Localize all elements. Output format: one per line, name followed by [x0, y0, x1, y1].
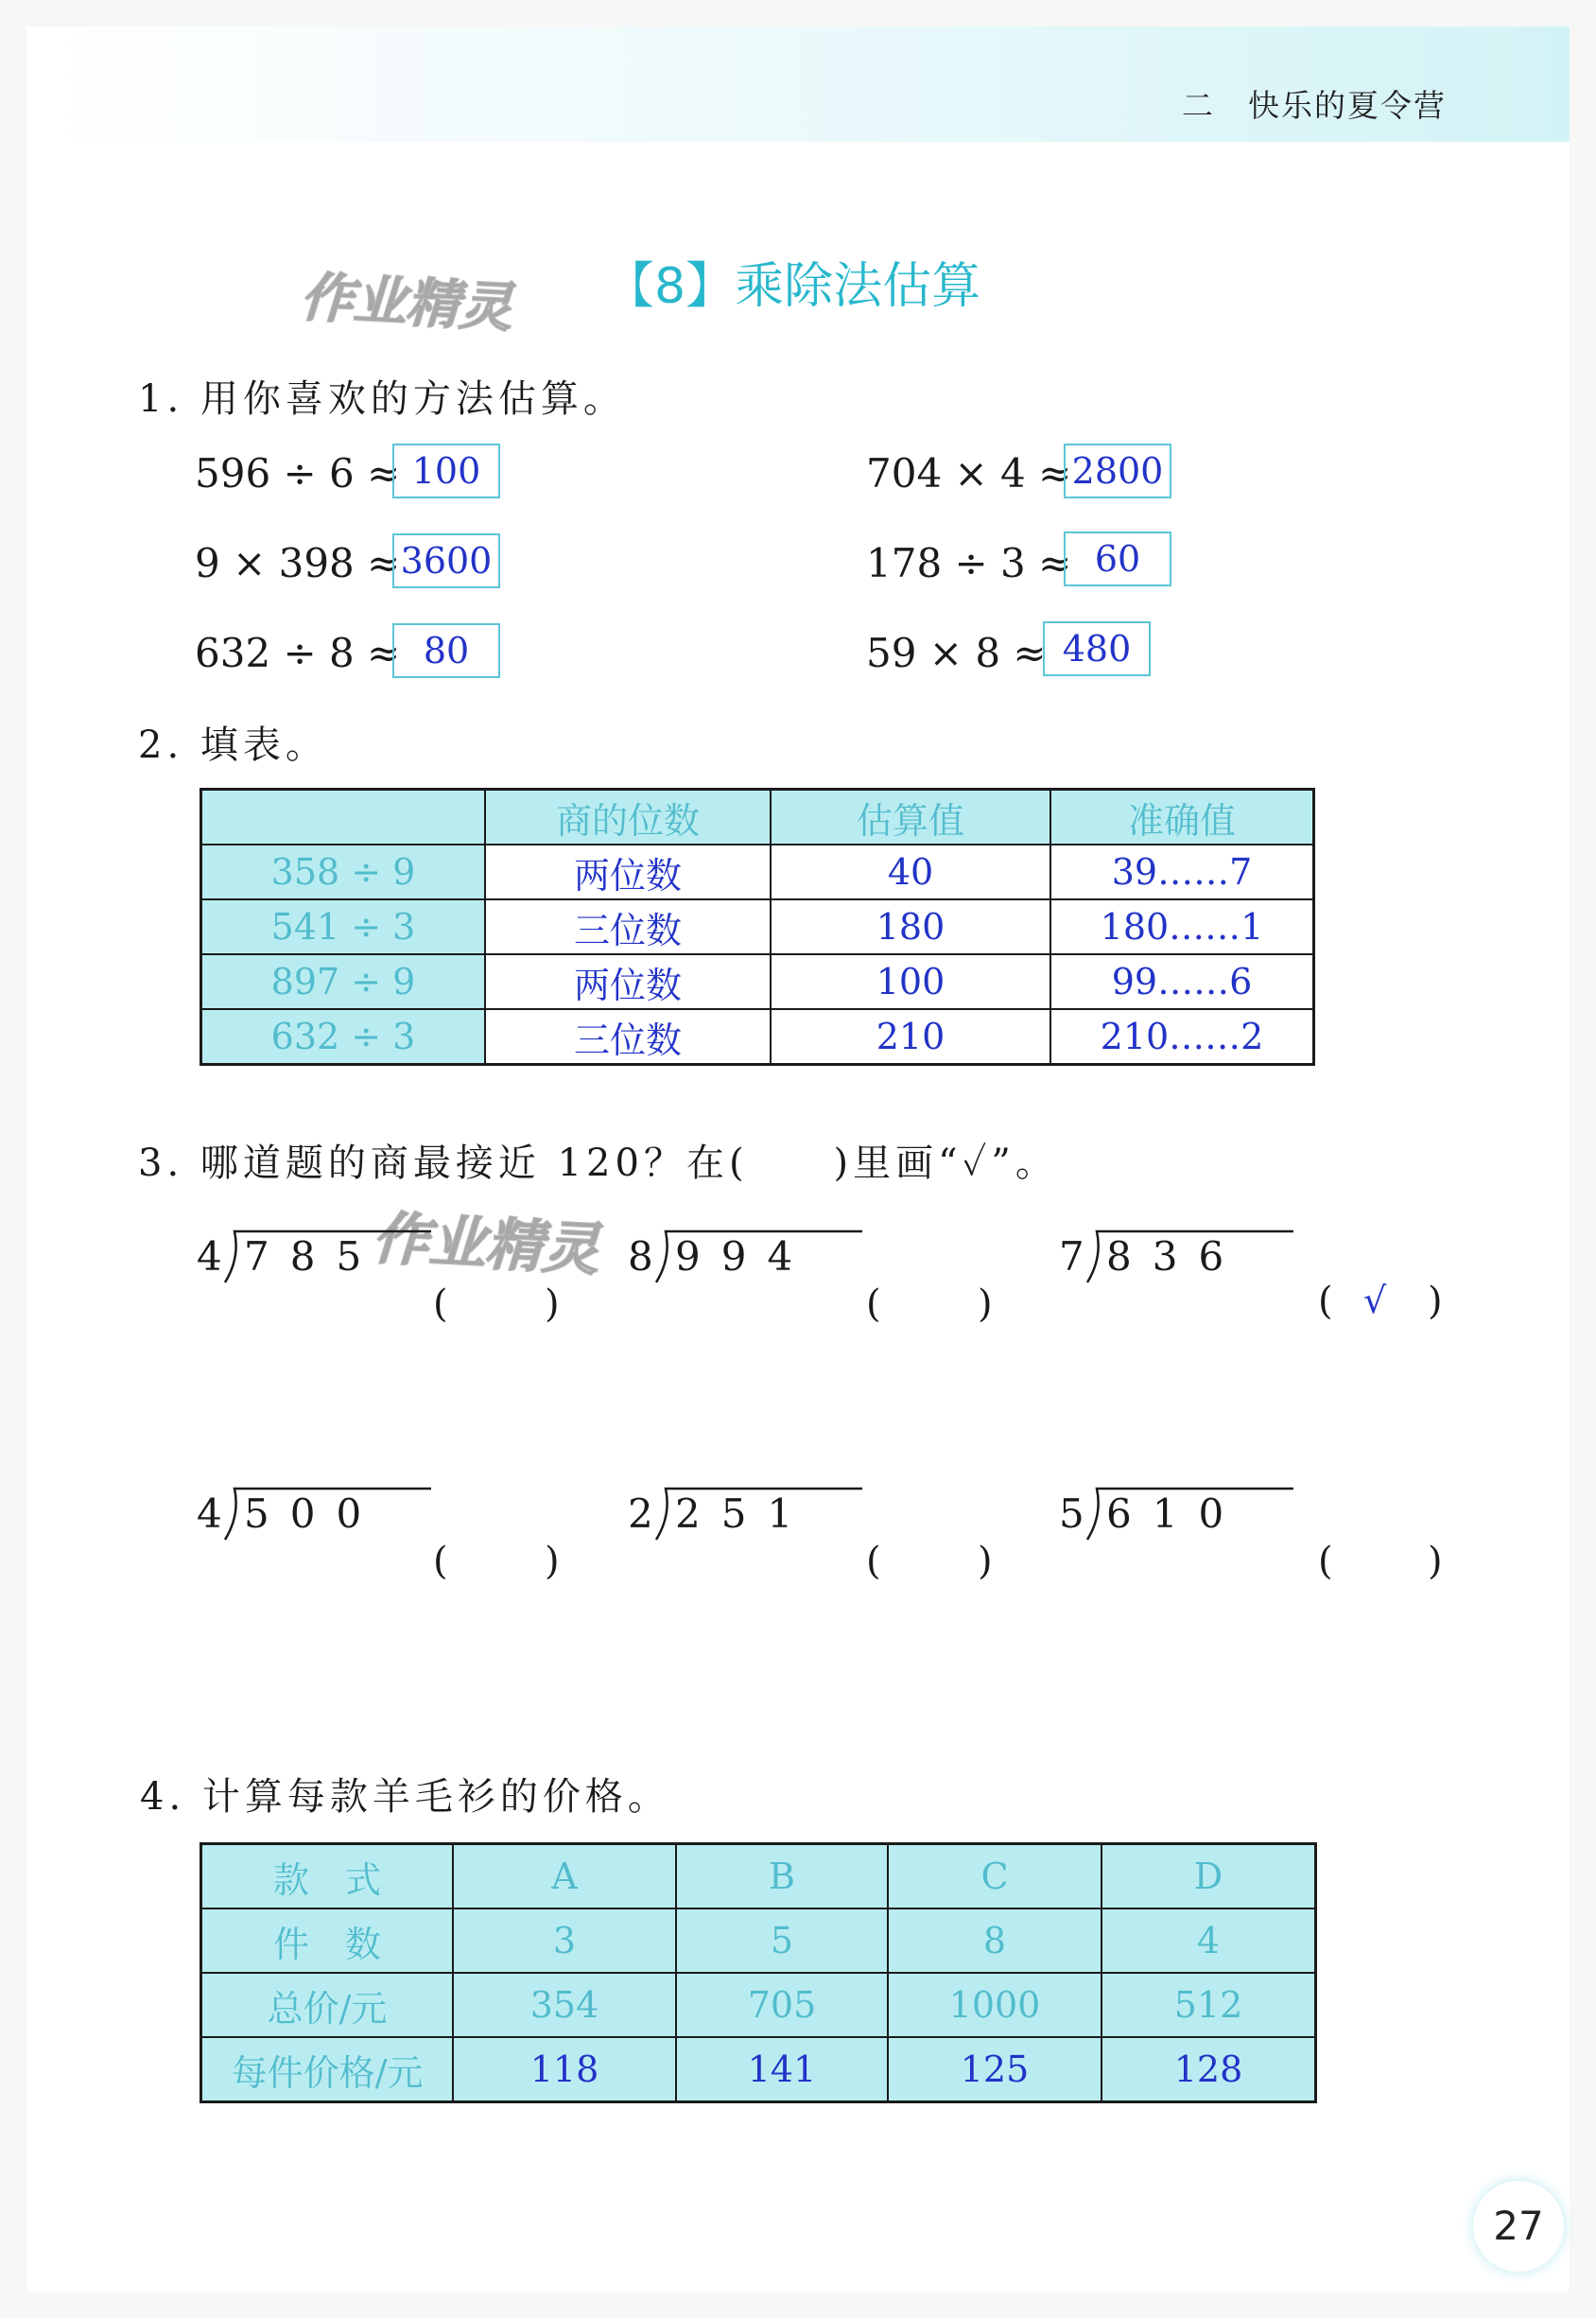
table-header-cell: [201, 790, 486, 845]
watermark-middle: 作业精灵: [371, 1205, 601, 1284]
table-row: [201, 954, 1314, 1009]
q2-title: 2. 填表。: [138, 723, 328, 767]
q1-title: 1. 用你喜欢的方法估算。: [138, 377, 626, 421]
divisor: 8: [628, 1233, 653, 1280]
table-cell: 3: [453, 1908, 676, 1973]
table-row: [201, 845, 1314, 899]
check-mark: √: [1363, 1280, 1387, 1321]
table-cell: 4: [1102, 1908, 1316, 1973]
page-number: 27: [1473, 2181, 1564, 2272]
table-cell: 40: [771, 845, 1050, 899]
q1-answer-2: 2800: [1064, 444, 1171, 498]
table-row: [201, 1009, 1314, 1065]
q1-expr-3: 9 × 398 ≈: [195, 540, 401, 586]
table-cell: D: [1102, 1844, 1316, 1909]
q1-expr-1: 596 ÷ 6 ≈: [195, 450, 401, 497]
dividend: 785: [244, 1233, 383, 1280]
q1-answer-5: 80: [392, 623, 500, 678]
watermark-top: 作业精灵: [299, 267, 514, 340]
table-header-cell: 商的位数: [485, 790, 771, 845]
table-row: [201, 1908, 1316, 1973]
q1-answer-3: 3600: [392, 533, 500, 588]
divisor: 4: [197, 1490, 222, 1537]
table-cell: 354: [453, 1973, 676, 2037]
q1-answer-1: 100: [392, 444, 500, 498]
table-cell: 99……6: [1050, 954, 1314, 1009]
table-cell: 39……7: [1050, 845, 1314, 899]
table-cell: 210: [771, 1009, 1050, 1065]
table-cell-expression: 897 ÷ 9: [201, 954, 486, 1009]
q3-title: 3. 哪道题的商最接近 120？在( )里画“✓”。: [138, 1142, 1058, 1185]
table-cell: 125: [888, 2037, 1102, 2102]
table-cell: 5: [676, 1908, 888, 1973]
table-cell: 180: [771, 899, 1050, 954]
table-row-label: 款 式: [201, 1844, 454, 1909]
table-cell: 100: [771, 954, 1050, 1009]
table-cell: 512: [1102, 1973, 1316, 2037]
q1-answer-6: 480: [1043, 621, 1151, 676]
table-cell: 两位数: [485, 845, 771, 899]
table-row: [201, 2037, 1316, 2102]
q4-title: 4. 计算每款羊毛衫的价格。: [140, 1775, 670, 1819]
q2-table: [200, 788, 1315, 1066]
table-cell: A: [453, 1844, 676, 1909]
q1-expr-2: 704 × 4 ≈: [866, 450, 1072, 497]
table-row: [201, 899, 1314, 954]
lesson-title: 【8】乘除法估算: [605, 258, 981, 315]
table-cell: 210……2: [1050, 1009, 1314, 1065]
table-cell: C: [888, 1844, 1102, 1909]
divisor: 2: [628, 1490, 653, 1537]
table-row: [201, 1844, 1316, 1909]
dividend: 836: [1106, 1233, 1245, 1280]
table-cell: 118: [453, 2037, 676, 2102]
table-cell: 三位数: [485, 1009, 771, 1065]
table-row-label: 总价/元: [201, 1973, 454, 2037]
table-row: [201, 1973, 1316, 2037]
q1-answer-4: 60: [1064, 532, 1171, 586]
chapter-header: 二 快乐的夏令营: [1182, 87, 1447, 124]
table-cell-expression: 358 ÷ 9: [201, 845, 486, 899]
table-row-label: 件 数: [201, 1908, 454, 1973]
q1-expr-5: 632 ÷ 8 ≈: [195, 630, 401, 676]
q1-expr-4: 178 ÷ 3 ≈: [866, 540, 1072, 586]
table-cell: 三位数: [485, 899, 771, 954]
table-cell-expression: 541 ÷ 3: [201, 899, 486, 954]
table-cell: 128: [1102, 2037, 1316, 2102]
divisor: 5: [1059, 1490, 1084, 1537]
q1-expr-6: 59 × 8 ≈: [866, 630, 1047, 676]
table-header-cell: 估算值: [771, 790, 1050, 845]
workbook-page: 二 快乐的夏令营 作业精灵 【8】乘除法估算 1. 用你喜欢的方法估算。 596 ÷ 6 ≈ 100 704 × 4 ≈ 2800 9 × 398 ≈ 3600 178 ÷ 3 ≈ 60 632 ÷ 8 ≈ 80 59 × 8 ≈ 480 2. 填表。 商的位数 估算值 准确值 358 ÷ 9 两位数 40 39……7 541 ÷ 3 三位数 180 180……1 897 ÷ 9 两位数 100 99……6 632 ÷ 3 三位数 210 210……2 3. 哪道题的商最接近 120？在( )里画“✓”。 作业精灵 4 785 ( ) 8 994 ( ) 7 836 ( √ ) 4 500 ( ) 2 251 ( ) 5 610 ( ) 4. 计算每款羊毛衫的价格。 款 式 A B C D 件 数 3 5 8 4 总价/元 354 705 1000 512 每件价格/元 118 141 125 128 27: [26, 26, 1570, 2292]
dividend: 251: [675, 1490, 814, 1537]
table-cell: 705: [676, 1973, 888, 2037]
table-cell: 1000: [888, 1973, 1102, 2037]
dividend: 610: [1106, 1490, 1245, 1537]
table-header-row: [201, 790, 1314, 845]
table-cell: 两位数: [485, 954, 771, 1009]
dividend: 994: [675, 1233, 814, 1280]
table-row-label: 每件价格/元: [201, 2037, 454, 2102]
divisor: 4: [197, 1233, 222, 1280]
table-cell: B: [676, 1844, 888, 1909]
table-cell: 180……1: [1050, 899, 1314, 954]
table-cell-expression: 632 ÷ 3: [201, 1009, 486, 1065]
table-header-cell: 准确值: [1050, 790, 1314, 845]
q4-table: [200, 1842, 1317, 2103]
divisor: 7: [1059, 1233, 1084, 1280]
table-cell: 8: [888, 1908, 1102, 1973]
dividend: 500: [244, 1490, 383, 1537]
table-cell: 141: [676, 2037, 888, 2102]
